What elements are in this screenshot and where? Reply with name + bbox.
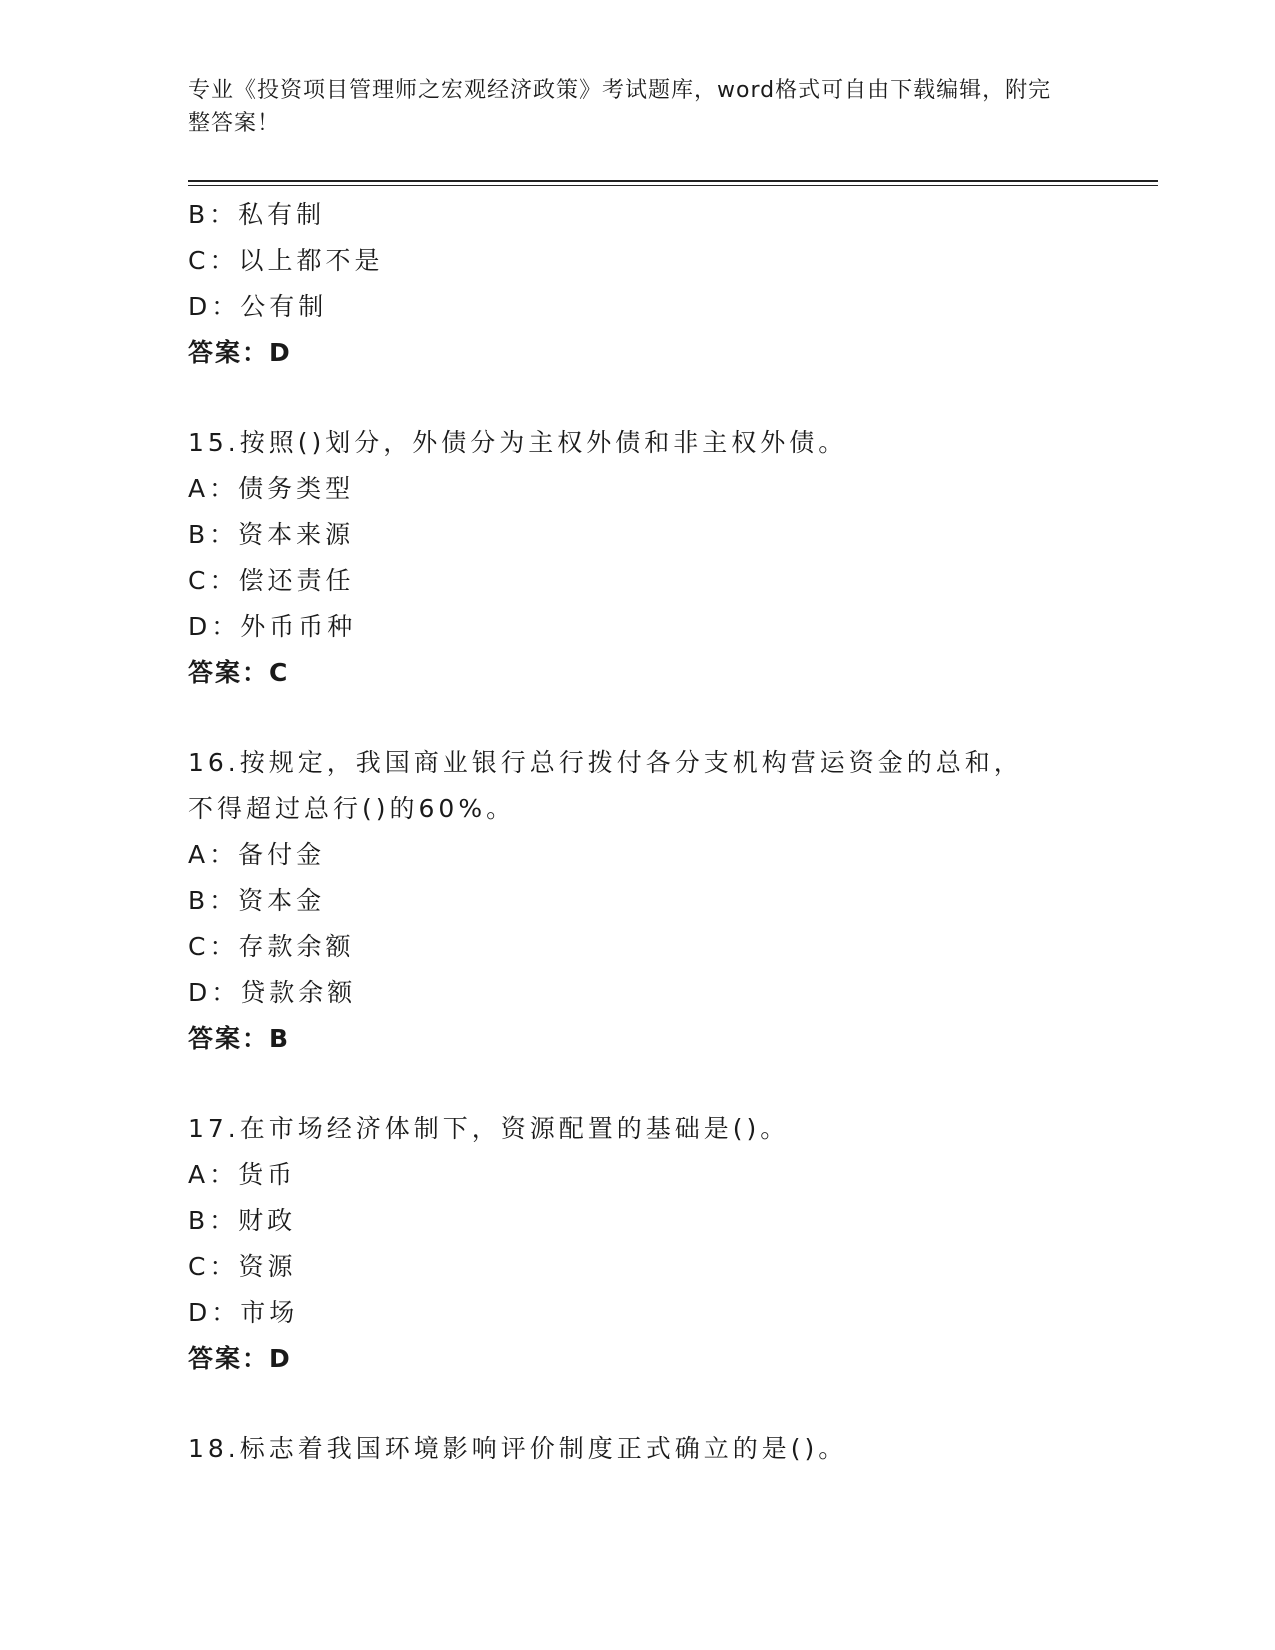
option-c: C：偿还责任 [188,566,355,595]
header-intro: 专业《投资项目管理师之宏观经济政策》考试题库，word格式可自由下载编辑，附完整答案！ [188,78,1052,136]
question-18 [188,1426,1088,1472]
option-b: B：私有制 [188,200,326,229]
option-d: D：市场 [188,1298,299,1327]
question-list [188,192,1088,1472]
option-c: C：以上都不是 [188,246,384,275]
question-text: 17.在市场经济体制下，资源配置的基础是()。 [188,1114,790,1143]
question-15 [188,420,1088,696]
option-a: A：货币 [188,1160,297,1189]
answer-line: 答案：B [188,1024,291,1053]
question-16 [188,740,1088,1062]
question-text: 15.按照()划分，外债分为主权外债和非主权外债。 [188,428,848,457]
option-d: D：贷款余额 [188,978,357,1007]
header-divider-thick [188,180,1158,182]
option-b: B：资本来源 [188,520,355,549]
option-d: D：外币币种 [188,612,357,641]
question-14-continued [188,192,1088,376]
document-header [188,74,1068,140]
option-a: A：备付金 [188,840,326,869]
answer-line: 答案：D [188,1344,292,1373]
question-17 [188,1106,1088,1382]
option-d: D：公有制 [188,292,328,321]
question-text: 16.按规定，我国商业银行总行拨付各分支机构营运资金的总和，不得超过总行()的60%。 [188,748,1023,823]
option-b: B：财政 [188,1206,297,1235]
option-a: A：债务类型 [188,474,355,503]
option-c: C：资源 [188,1252,297,1281]
question-text: 18.标志着我国环境影响评价制度正式确立的是()。 [188,1434,848,1463]
answer-line: 答案：D [188,338,292,367]
header-divider-thin [188,185,1158,186]
option-c: C：存款余额 [188,932,355,961]
option-b: B：资本金 [188,886,326,915]
answer-line: 答案：C [188,658,290,687]
